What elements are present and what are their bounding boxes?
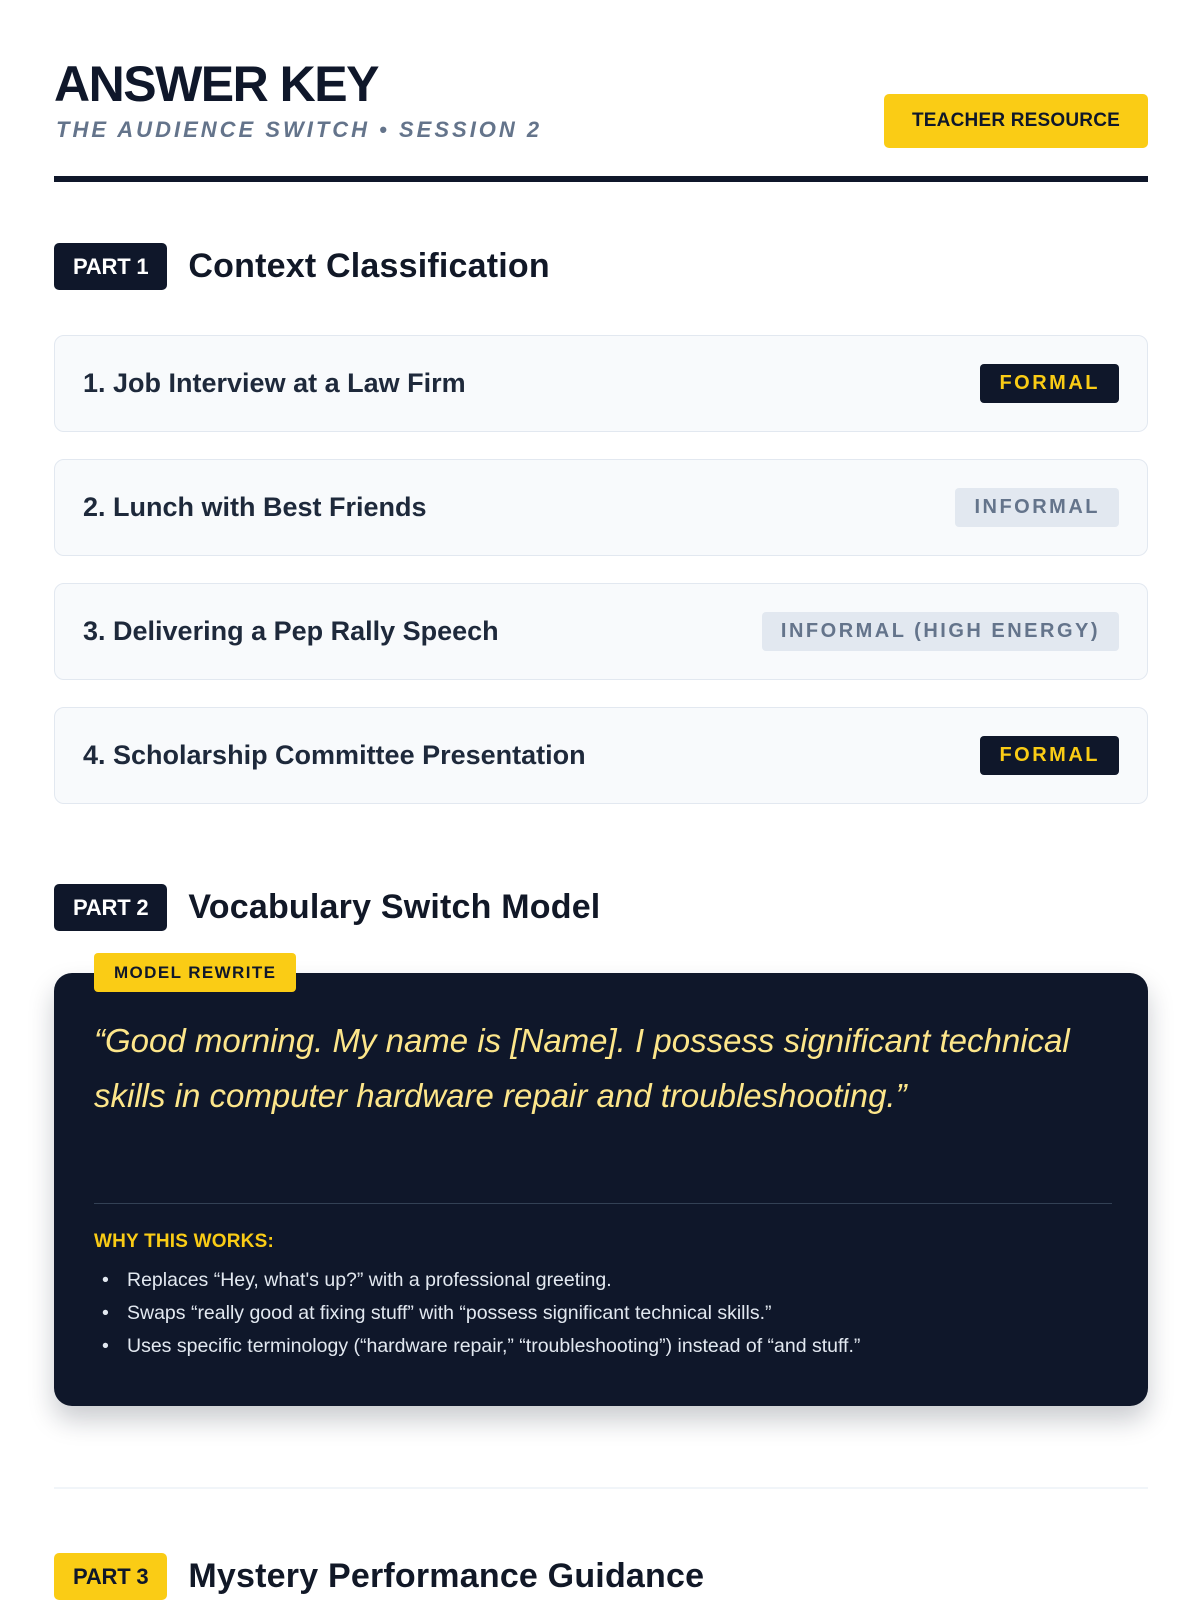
informal-badge: INFORMAL xyxy=(955,488,1119,527)
part2-title: Vocabulary Switch Model xyxy=(188,887,601,926)
context-row xyxy=(54,707,1148,804)
why-heading: WHY THIS WORKS: xyxy=(94,1231,274,1252)
part3-heading xyxy=(54,1552,704,1600)
why-point: • Swaps “really good at fixing stuff” with “possess significant technical skills.” xyxy=(94,1297,1104,1330)
why-list xyxy=(94,1264,1104,1363)
model-quote: “Good morning. My name is [Name]. I possess significant technical skills in computer hardware repair and troubleshooting.” xyxy=(94,1022,1070,1114)
context-row xyxy=(54,335,1148,432)
formal-badge: FORMAL xyxy=(980,736,1119,775)
why-point: • Replaces “Hey, what's up?” with a professional greeting. xyxy=(94,1264,1104,1297)
teacher-resource-badge: TEACHER RESOURCE xyxy=(884,94,1148,148)
context-label: 2. Lunch with Best Friends xyxy=(83,492,427,522)
context-label: 4. Scholarship Committee Presentation xyxy=(83,740,586,770)
card-divider xyxy=(94,1203,1112,1204)
formal-badge: FORMAL xyxy=(980,364,1119,403)
page-subtitle: THE AUDIENCE SWITCH • SESSION 2 xyxy=(56,117,543,142)
part2-pill: PART 2 xyxy=(54,884,167,931)
part1-heading xyxy=(54,242,550,290)
context-label: 1. Job Interview at a Law Firm xyxy=(83,368,466,398)
part2-heading xyxy=(54,883,600,931)
part3-pill: PART 3 xyxy=(54,1553,167,1600)
context-row xyxy=(54,459,1148,556)
context-row xyxy=(54,583,1148,680)
context-label: 3. Delivering a Pep Rally Speech xyxy=(83,616,499,646)
section-divider xyxy=(54,1487,1148,1489)
model-rewrite-card xyxy=(54,973,1148,1406)
page-header xyxy=(54,56,1148,182)
why-point: • Uses specific terminology (“hardware repair,” “troubleshooting”) instead of “and stuff.” xyxy=(94,1330,1104,1363)
part1-title: Context Classification xyxy=(188,246,550,285)
page-title: ANSWER KEY xyxy=(54,56,378,112)
part3-title: Mystery Performance Guidance xyxy=(188,1556,705,1595)
part1-pill: PART 1 xyxy=(54,243,167,290)
model-rewrite-tag: MODEL REWRITE xyxy=(94,953,296,992)
informal-badge: INFORMAL (HIGH ENERGY) xyxy=(762,612,1119,651)
